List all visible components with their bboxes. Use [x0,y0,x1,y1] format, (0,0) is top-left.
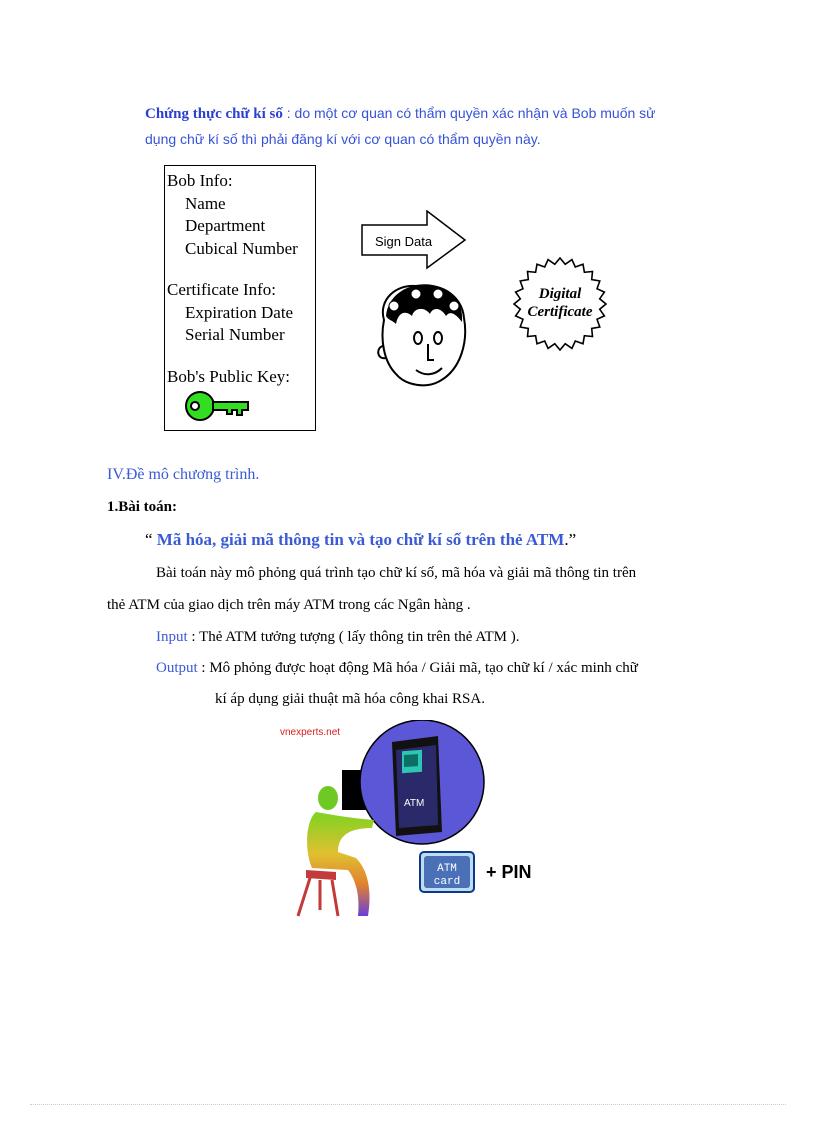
quote-title: Mã hóa, giải mã thông tin và tạo chữ kí số trên thẻ ATM [156,530,565,549]
name-field: Name [185,193,226,213]
input-line [156,629,520,646]
plus-pin: + PIN [486,862,532,882]
expiration-field: Expiration Date [185,302,294,322]
cubical-field: Cubical Number [185,238,298,258]
atm-label: ATM [404,798,425,809]
cert-line2: Certificate [527,304,593,320]
output-line2: kí áp dụng giải thuật mã hóa công khai RSA. [215,691,485,707]
serial-field: Serial Number [185,325,285,344]
certificate-info-heading: Certificate Info: [167,280,277,299]
description-line2: thẻ ATM của giao dịch trên máy ATM trong các Ngân hàng . [107,597,471,613]
quote-open: “ [145,530,157,549]
output-label: Output [156,660,198,676]
page-divider [30,1104,786,1105]
problem-title [145,530,576,550]
digital-certificate-seal [512,256,608,352]
quote-close: .” [564,530,577,549]
bob-face-icon [376,280,472,392]
watermark-text: vnexperts.net [280,727,341,738]
sign-data-arrow [361,210,467,270]
public-key-heading: Bob's Public Key: [167,366,291,386]
card-line2: card [433,876,461,888]
output-text: : Mô phỏng được hoạt động Mã hóa / Giải mã, tạo chữ kí / xác minh chữ [197,660,638,676]
description-line1: Bài toán này mô phỏng quá trình tạo chữ kí số, mã hóa và giải mã thông tin trên [156,565,637,581]
input-text: : Thẻ ATM tưởng tượng ( lấy thông tin trên thẻ ATM ). [187,629,520,645]
intro-text-2: dụng chữ kí số thì phải đăng kí với cơ quan có thẩm quyền này. [145,131,541,147]
section-heading: IV.Đề mô chương trình. [107,466,260,483]
intro-text-1: : do một cơ quan có thẩm quyền xác nhận và Bob muốn sử [282,105,656,121]
bob-info-heading: Bob Info: [167,171,233,190]
output-line1 [156,660,638,677]
atm-illustration [276,720,546,960]
cert-line1: Digital [538,286,582,302]
subsection-heading: 1.Bài toán: [107,499,178,515]
intro-term: Chứng thực chữ kí số [145,106,283,122]
sign-data-label: Sign Data [375,234,433,249]
department-field: Department [185,216,266,235]
key-icon [184,388,254,424]
intro-paragraph [145,101,725,152]
input-label: Input [156,629,188,645]
card-line1: ATM [437,863,457,875]
